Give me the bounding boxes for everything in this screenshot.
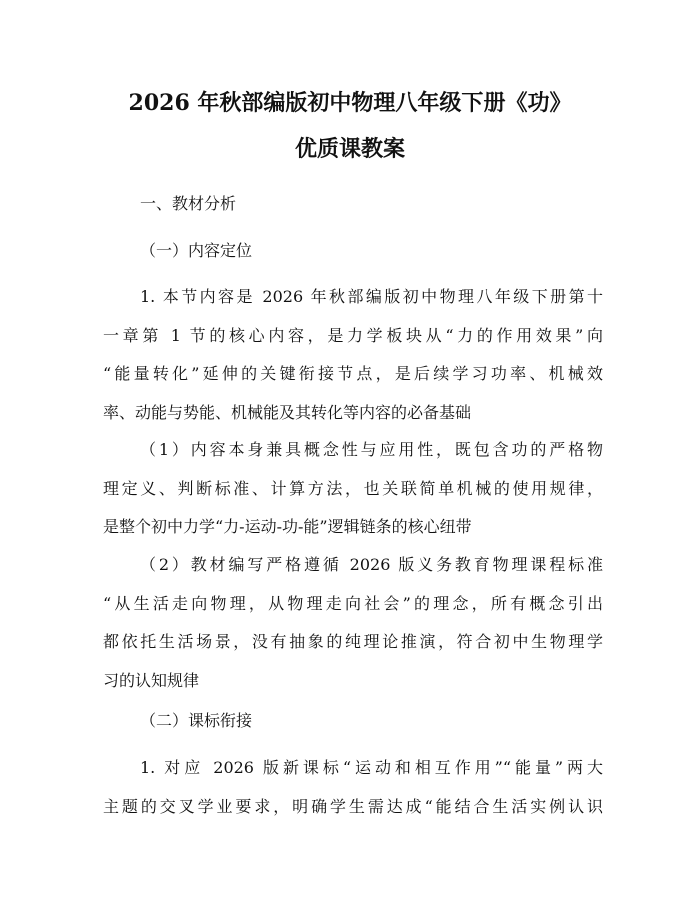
paragraph-line: 率、动能与势能、机械能及其转化等内容的必备基础 — [103, 402, 472, 422]
document-title-line-2: 优质课教案 — [294, 136, 405, 162]
paragraph-3 — [103, 553, 603, 707]
subsection-heading-content-positioning: （一）内容定位 — [140, 241, 253, 260]
paragraph-line: 理定义、判断标准、计算方法，也关联简单机械的使用规律， — [103, 478, 603, 498]
paragraph-line: （1）内容本身兼具概念性与应用性，既包含功的严格物 — [140, 440, 603, 459]
paragraph-line: 主题的交叉学业要求，明确学生需达成“能结合生活实例认识 — [103, 796, 603, 816]
paragraph-line: （2）教材编写严格遵循 2026 版义务教育物理课程标准 — [140, 555, 603, 574]
paragraph-line: 习的认知规律 — [103, 670, 200, 690]
subsection-heading-curriculum-connection: （二）课标衔接 — [140, 711, 253, 730]
paragraph-line: 都依托生活场景，没有抽象的纯理论推演，符合初中生物理学 — [103, 632, 603, 651]
paragraph-line: 1. 对应 2026 版新课标“运动和相互作用”“能量”两大 — [140, 758, 603, 777]
paragraph-line: “能量转化”延伸的关键衔接节点，是后续学习功率、机械效 — [103, 364, 603, 383]
paragraph-line: 1. 本节内容是 2026 年秋部编版初中物理八年级下册第十 — [140, 287, 603, 306]
paragraph-2 — [103, 438, 603, 554]
paragraph-line: “从生活走向物理，从物理走向社会”的理念，所有概念引出 — [103, 593, 603, 613]
section-heading-teaching-material-analysis: 一、教材分析 — [140, 194, 237, 213]
paragraph-1 — [103, 285, 603, 439]
paragraph-line: 一章第 1 节的核心内容，是力学板块从“力的作用效果”向 — [103, 325, 603, 345]
paragraph-4 — [103, 756, 603, 833]
document-title-line-1: 2026 年秋部编版初中物理八年级下册《功》 — [128, 90, 572, 116]
paragraph-line: 是整个初中力学“力-运动-功-能”逻辑链条的核心纽带 — [103, 517, 472, 536]
